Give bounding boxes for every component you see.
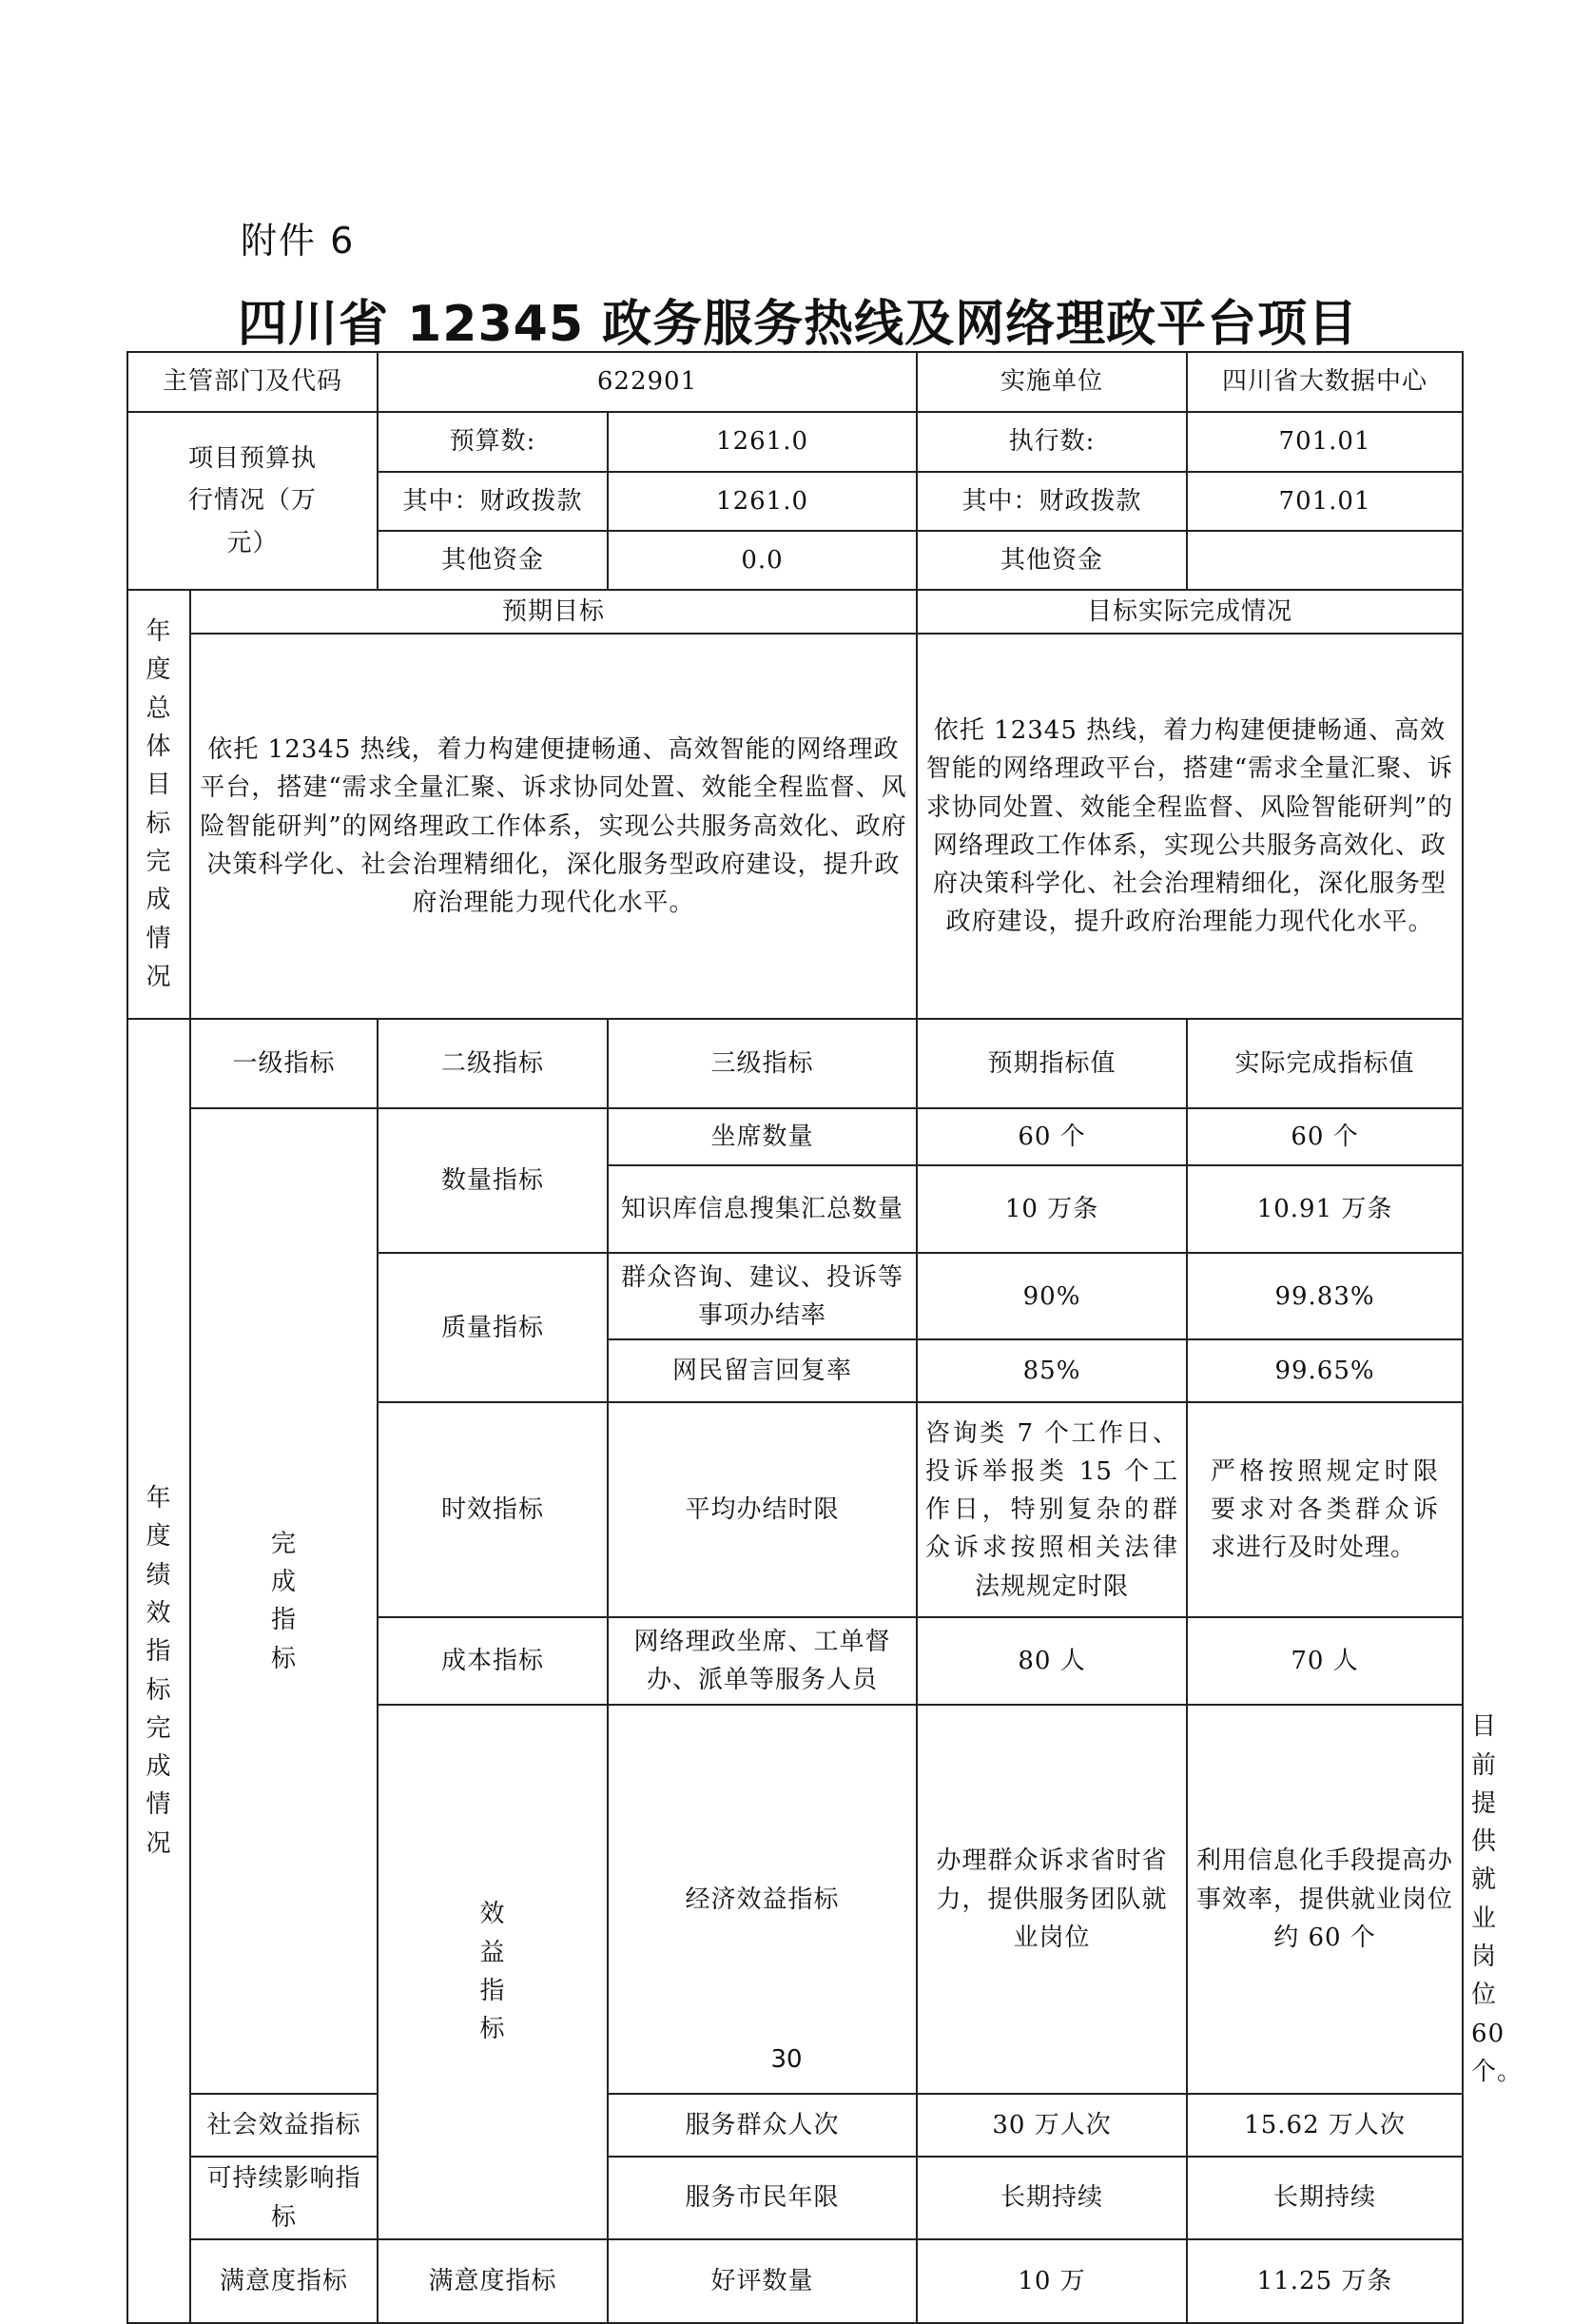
level1-completion xyxy=(190,1108,378,2094)
page-title: 四川省 12345 政务服务热线及网络理政平台项目 xyxy=(238,296,1359,353)
table-row-time-actual: 严格按照规定时限要求对各类群众诉求进行及时处理。 xyxy=(1187,1402,1463,1617)
exec-count-label: 执行数: xyxy=(917,412,1187,472)
level2-sustainable: 可持续影响指标 xyxy=(190,2157,378,2239)
header-level3: 三级指标 xyxy=(608,1019,917,1108)
table-row-sustain-actual: 长期持续 xyxy=(1187,2157,1463,2239)
table-row-seats-expected: 60 个 xyxy=(917,1108,1187,1165)
level2-timeliness: 时效指标 xyxy=(378,1402,608,1617)
budget-label-text: 项目预算执行情况（万元） xyxy=(187,444,317,557)
fiscal-exec-label: 其中：财政拨款 xyxy=(917,472,1187,531)
table-row-rate-actual: 99.83% xyxy=(1187,1253,1463,1339)
other-budget-label: 其他资金 xyxy=(378,531,608,590)
indicators-side-label xyxy=(127,1019,190,2323)
table-row-praise-name: 好评数量 xyxy=(608,2239,917,2323)
indicators-side-text: 年度绩效指标完成情况 xyxy=(146,1484,172,1858)
table-row-economic-name: 办理群众诉求省时省力，提供服务团队就业岗位 xyxy=(917,1705,1187,2094)
impl-label: 实施单位 xyxy=(917,352,1187,412)
table-row-economic-expected: 利用信息化手段提高办事效率，提供就业岗位约 60 个 xyxy=(1187,1705,1463,2094)
table-row-reply-actual: 99.65% xyxy=(1187,1339,1463,1402)
header-level2: 二级指标 xyxy=(378,1019,608,1108)
budget-label xyxy=(127,412,378,590)
table-row-praise-expected: 10 万 xyxy=(917,2239,1187,2323)
level1-benefit xyxy=(378,1705,608,2239)
goals-side-text: 年度总体目标完成情况 xyxy=(146,617,172,991)
table-row-kb-expected: 10 万条 xyxy=(917,1165,1187,1253)
dept-label: 主管部门及代码 xyxy=(127,352,378,412)
impl-value: 四川省大数据中心 xyxy=(1187,352,1463,412)
table-row-cost-name: 网络理政坐席、工单督办、派单等服务人员 xyxy=(608,1617,917,1705)
level2-quality: 质量指标 xyxy=(378,1253,608,1402)
header-expected: 预期指标值 xyxy=(917,1019,1187,1108)
fiscal-budget-value: 1261.0 xyxy=(608,472,917,531)
level2-satisfaction: 满意度指标 xyxy=(378,2239,608,2323)
level2-economic: 经济效益指标 xyxy=(608,1705,917,2094)
budget-count-value: 1261.0 xyxy=(608,412,917,472)
table-row-reply-name: 网民留言回复率 xyxy=(608,1339,917,1402)
table-row-sustain-expected: 长期持续 xyxy=(917,2157,1187,2239)
expected-goal-header: 预期目标 xyxy=(190,590,917,634)
level2-quantity: 数量指标 xyxy=(378,1108,608,1253)
performance-table: 主管部门及代码 622901 实施单位 四川省大数据中心 项目预算执行情况（万元） 预算数: 1261.0 执行数: 701.01 其中：财政拨款 1261.0 其中：财政拨款 701.01 其他资金 0.0 其他资金 年度总体目标完成情况 预期目标 目标实际完成情况 依托 12345 热线，着力构建便捷畅通、高效智能的网络理政平台，搭建“需求全量汇聚、诉求协同处置、效能全程监督、风险智能研判”的网络理政工作体系，实现公共服务高效化、政府决策科学化、社会治理精细化，深化服务型政府建设，提升政府治理能力现代化水平。 依托 12345 热线，着力构建便捷畅通、高效智能的网络理政平台，搭建“需求全量汇聚、诉求协同处置、效能全程监督、风险智能研判”的网络理政工作体系，实现公共服务高效化、政府决策科学化、社会治理精细化，深化服务型政府建设，提升政府治理能力现代化水平。 年度绩效指标完成情况 一级指标 二级指标 三级指标 预期指标值 实际完成指标值 完成指标 数量指标 坐席数量 60 个 60 个 知识库信息搜集汇总数量 10 万条 10.91 万条 质量指标 群众咨询、建议、投诉等事项办结率 90% 99.83% 网民留言回复率 85% 99.65% 时效指标 平均办结时限 咨询类 7 个工作日、投诉举报类 15 个工作日，特别复杂的群众诉求按照相关法律法规规定时限 严格按照规定时限要求对各类群众诉求进行及时处理。 成本指标 网络理政坐席、工单督办、派单等服务人员 80 人 70 人 效益指标 经济效益指标 办理群众诉求省时省力，提供服务团队就业岗位 利用信息化手段提高办事效率，提供就业岗位约 60 个 目前提供就业岗位 60 个。 社会效益指标 服务群众人次 30 万人次 15.62 万人次 可持续影响指标 服务市民年限 长期持续 长期持续 满意度指标 满意度指标 好评数量 10 万 11.25 万条 xyxy=(126,351,1464,2324)
level1-benefit-text: 效益指标 xyxy=(479,1900,506,2044)
level2-cost: 成本指标 xyxy=(378,1617,608,1705)
header-level1: 一级指标 xyxy=(190,1019,378,1108)
fiscal-exec-value: 701.01 xyxy=(1187,472,1463,531)
expected-goal-text: 依托 12345 热线，着力构建便捷畅通、高效智能的网络理政平台，搭建“需求全量汇聚、诉求协同处置、效能全程监督、风险智能研判”的网络理政工作体系，实现公共服务高效化、政府决策科学化、社会治理精细化，深化服务型政府建设，提升政府治理能力现代化水平。 xyxy=(190,634,917,1019)
table-row-cost-actual: 70 人 xyxy=(1187,1617,1463,1705)
table-row-reply-expected: 85% xyxy=(917,1339,1187,1402)
other-exec-label: 其他资金 xyxy=(917,531,1187,590)
table-row-kb-name: 知识库信息搜集汇总数量 xyxy=(608,1165,917,1253)
other-exec-value xyxy=(1187,531,1463,590)
fiscal-budget-label: 其中：财政拨款 xyxy=(378,472,608,531)
level1-satisfaction: 满意度指标 xyxy=(190,2239,378,2323)
table-row-sustain-name: 服务市民年限 xyxy=(608,2157,917,2239)
table-row-rate-expected: 90% xyxy=(917,1253,1187,1339)
other-budget-value: 0.0 xyxy=(608,531,917,590)
table-row-time-expected: 咨询类 7 个工作日、投诉举报类 15 个工作日，特别复杂的群众诉求按照相关法律法规规定时限 xyxy=(917,1402,1187,1617)
dept-code: 622901 xyxy=(378,352,917,412)
table-row-social-expected: 30 万人次 xyxy=(917,2094,1187,2157)
table-row-time-name: 平均办结时限 xyxy=(608,1402,917,1617)
page-number: 30 xyxy=(770,2045,803,2074)
goals-side-label xyxy=(127,590,190,1019)
table-row-seats-name: 坐席数量 xyxy=(608,1108,917,1165)
table-row-kb-actual: 10.91 万条 xyxy=(1187,1165,1463,1253)
table-row-social-name: 服务群众人次 xyxy=(608,2094,917,2157)
table-row-seats-actual: 60 个 xyxy=(1187,1108,1463,1165)
actual-goal-text: 依托 12345 热线，着力构建便捷畅通、高效智能的网络理政平台，搭建“需求全量汇聚、诉求协同处置、效能全程监督、风险智能研判”的网络理政工作体系，实现公共服务高效化、政府决策科学化、社会治理精细化，深化服务型政府建设，提升政府治理能力现代化水平。 xyxy=(917,634,1463,1019)
actual-goal-header: 目标实际完成情况 xyxy=(917,590,1463,634)
table-row-cost-expected: 80 人 xyxy=(917,1617,1187,1705)
level1-completion-text: 完成指标 xyxy=(270,1529,297,1673)
table-row-praise-actual: 11.25 万条 xyxy=(1187,2239,1463,2323)
budget-count-label: 预算数: xyxy=(378,412,608,472)
table-row-social-actual: 15.62 万人次 xyxy=(1187,2094,1463,2157)
annex-label: 附件 6 xyxy=(241,220,356,262)
exec-count-value: 701.01 xyxy=(1187,412,1463,472)
level2-social: 社会效益指标 xyxy=(190,2094,378,2157)
header-actual: 实际完成指标值 xyxy=(1187,1019,1463,1108)
table-row-rate-name: 群众咨询、建议、投诉等事项办结率 xyxy=(608,1253,917,1339)
